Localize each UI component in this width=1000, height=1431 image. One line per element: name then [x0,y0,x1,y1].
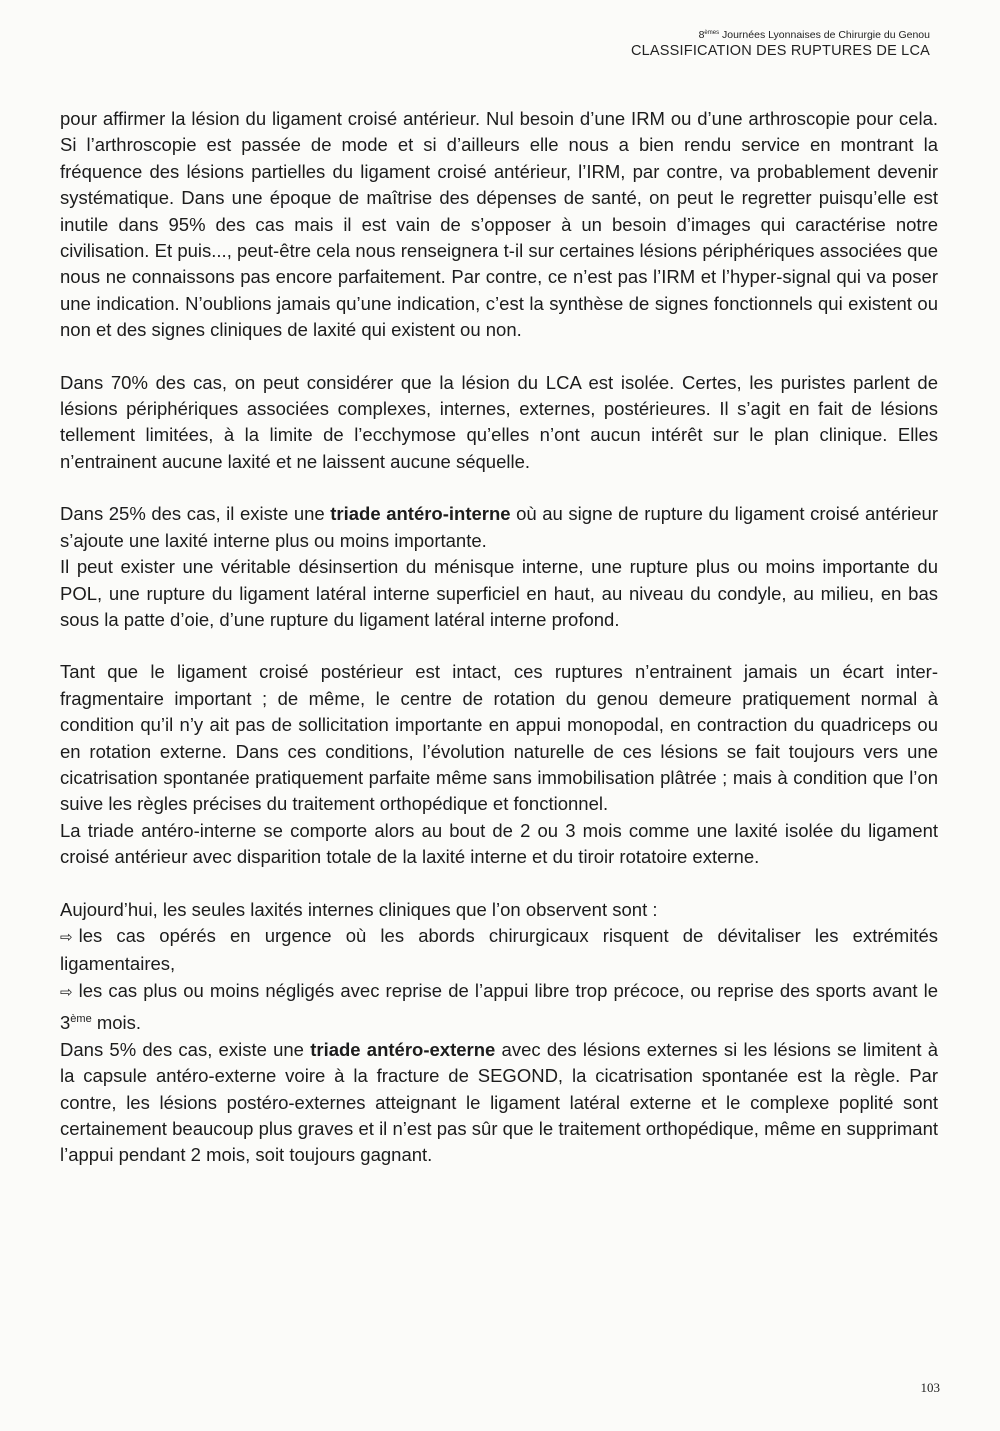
bullet-item-2-end: mois. [91,1012,142,1034]
body-text [60,106,938,1169]
paragraph-2: Dans 70% des cas, on peut considérer que la lésion du LCA est isolée. Certes, les puristes parlent de lésions périphériques associées complexes, internes, externes, postérieures. Il s’agit en fait de lésions tellement limitées, à la limite de l’ecchymose qu’elles n’ont aucun intérêt sur le plan clinique. Elles n’entrainent aucune laxité et ne laissent aucune séquelle. [60,371,938,472]
bullet-item-2-text: les cas plus ou moins négligés avec reprise de l’appui libre trop précoce, ou reprise des sports avant le 3 [60,979,938,1034]
outlined-right-arrow-icon: ⇨ [60,983,73,1001]
bullet-item-1-text: les cas opérés en urgence où les abords chirurgicaux risquent de dévitaliser les extrémités ligamentaires, [60,924,938,975]
paragraph-8 [60,1037,938,1169]
term-triade-antero-externe: triade antéro-externe [310,1038,496,1060]
header-conference-name: Journées Lyonnaises de Chirurgie du Genou [719,29,930,41]
paragraph-5: Tant que le ligament croisé postérieur est intact, ces ruptures n’entrainent jamais un écart inter-fragmentaire important ; de même, le centre de rotation du genou demeure pratiquement normal à condition qu’il n’y ait pas de sollicitation importante en appui monopodal, en contraction du quadriceps ou en rotation externe. Dans ces conditions, l’évolution naturelle de ces lésions se fait toujours vers une cicatrisation spontanée pratiquement parfaite même sans immobilisation plâtrée ; mais à condition que l’on suive les règles précises du traitement orthopédique et fonctionnel. [60,661,938,815]
paragraph-1: pour affirmer la lésion du ligament croisé antérieur. Nul besoin d’une IRM ou d’une arthroscopie pour cela. Si l’arthroscopie est passée de mode et si d’ailleurs elle nous a bien rendu service en montrant la fréquence des lésions partielles du ligament croisé antérieur, l’IRM, par contre, va probablement devenir systématique. Dans une époque de maîtrise des dépenses de santé, on peut le regretter puisqu’elle est inutile dans 95% des cas mais il est vain de s’opposer à un besoin d’images qui caractérise notre civilisation. Et puis..., peut-être cela nous renseignera t-il sur certaines lésions périphériques associées que nous ne connaissons pas encore parfaitement. Par contre, ce n’est pas l’IRM et l’hyper-signal qui va poser une indication. N’oublions jamais qu’une indication, c’est la synthèse de signes fonctionnels qui existent ou non et des signes cliniques de laxité qui existent ou non. [60,108,938,341]
paragraph-8-lead: Dans 5% des cas, existe une [60,1038,311,1060]
header-chapter-title: CLASSIFICATION DES RUPTURES DE LCA [630,43,930,59]
header-conference-line [631,26,930,42]
ordinal-suffix: ème [70,1013,92,1026]
running-header [631,26,930,60]
header-ordinal-suffix: èmes [704,30,720,36]
outlined-right-arrow-icon: ⇨ [60,928,73,946]
term-triade-antero-interne: triade antéro-interne [330,503,511,525]
paragraph-3-rest: où au signe de rupture du ligament croisé antérieur s’ajoute une laxité interne plus ou moins importante. [60,503,938,551]
bullet-item-2 [60,978,938,1037]
paragraph-6: La triade antéro-interne se comporte alors au bout de 2 ou 3 mois comme une laxité isolée du ligament croisé antérieur avec disparition totale de la laxité interne et du tiroir rotatoire externe. [60,819,938,868]
paragraph-4: Il peut exister une véritable désinsertion du ménisque interne, une rupture plus ou moins importante du POL, une rupture du ligament latéral interne superficiel en haut, au niveau du condyle, au milieu, en bas sous la patte d’oie, d’une rupture du ligament latéral interne profond. [60,556,938,630]
paragraph-7: Aujourd’hui, les seules laxités internes cliniques que l’on observent sont : [60,898,658,920]
header-ordinal: 8 [698,29,705,41]
page-number: 103 [920,1380,940,1395]
paragraph-3-lead: Dans 25% des cas, il existe une [60,503,331,525]
bullet-item-1 [60,923,938,978]
paragraph-3 [60,501,938,554]
paragraph-8-rest: avec des lésions externes si les lésions se limitent à la capsule antéro-externe voire à la fracture de SEGOND, la cicatrisation spontanée est la règle. Par contre, les lésions postéro-externes atteignant le ligament latéral externe et le complexe poplité sont certainement beaucoup plus graves et il n’est pas sûr que le traitement orthopédique, même en supprimant l’appui pendant 2 mois, soit toujours gagnant. [60,1038,938,1166]
